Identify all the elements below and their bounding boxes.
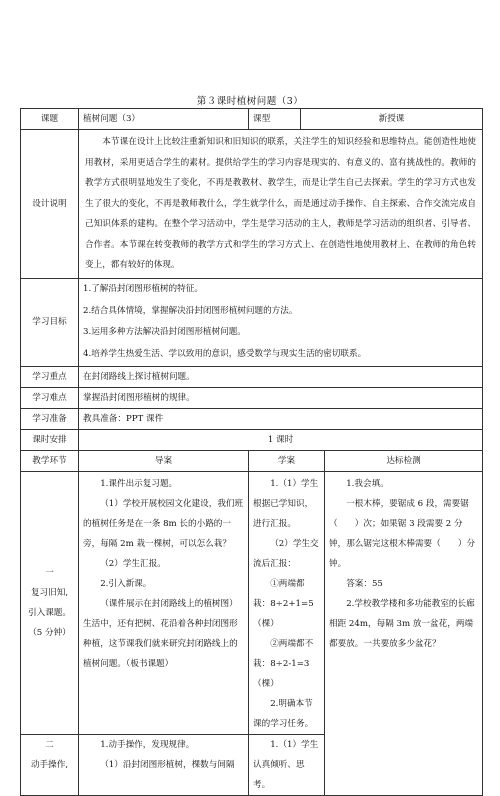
type-value: 新授课: [301, 109, 483, 130]
lesson-plan-table: [20, 108, 483, 796]
difficulty-row: [21, 387, 483, 408]
col-guide: 导案: [79, 450, 249, 471]
stage2-study: 1.（1）学生认真倾听、思考。: [249, 734, 325, 795]
col-check: 达标检测: [325, 450, 483, 471]
prep-row: [21, 408, 483, 429]
goal-item: 4.培养学生热爱生活、学以致用的意识，感受数学与现实生活的密切联系。: [83, 348, 367, 359]
key-label: 学习重点: [21, 366, 79, 387]
stage1-guide: 1.课件出示复习题。 （1）学校开展校园文化建设，我们班的植树任务是在一条 8m 长的小路的一旁，每隔 2m 栽一棵树，可以怎么栽？ （2）学生汇报。 2.引入新课。 （课件展示在封闭路线上的植树图）生活中，还有把树、花沿着各种封闭图形种植，这节课我们就来研究封闭路线上的植树问题。（板书课题）: [79, 471, 249, 734]
prep-text: 教具准备：PPT 课件: [79, 408, 483, 429]
columns-row: [21, 450, 483, 471]
difficulty-label: 学习难点: [21, 387, 79, 408]
goal-item: 1.了解沿封闭图形植树的特征。: [83, 284, 203, 294]
stage1-study: 1.（1）学生根据已学知识，进行汇报。 （2）学生交流后汇报： ①两端都栽：8÷2+1=5（棵） ②两端都不栽：8÷2-1=3（棵） 2.明确本节课的学习任务。: [249, 471, 325, 734]
schedule-row: [21, 429, 483, 450]
col-study: 学案: [249, 450, 325, 471]
topic-value: 植树问题（3）: [79, 109, 249, 130]
page-title: 第３课时植树问题（3）: [196, 96, 304, 107]
design-label: 设计说明: [21, 130, 79, 279]
stage1-row: [21, 471, 483, 734]
type-label: 课型: [249, 109, 301, 130]
key-row: [21, 366, 483, 387]
goals-row: [21, 278, 483, 366]
design-text: 本节课在设计上比较注重新知识和旧知识的联系，关注学生的知识经验和思维特点。能创造性地使用教材，采用更适合学生的素材。提供给学生的学习内容是现实的、有意义的、富有挑战性的。教师的教学方式很明显地发生了变化，不再是教教材、教学生，而是让学生自己去探索。学生的学习方式也发生了很大的变化，不再是教师教什么，学生就学什么，而是通过动手操作、自主探索、合作交流完成自己知识体系的建构。在整个学习活动中，学生是学习活动的主人，教师是学习活动的组织者、引导者、合作者。本节课在转变教师的教学方式和学生的学习方式上、在创造性地使用教材上、在教师的角色转变上，都有较好的体现。: [79, 130, 483, 279]
goal-item: 2.结合具体情境，掌握解决沿封闭图形植树问题的方法。: [83, 305, 298, 316]
prep-label: 学习准备: [21, 408, 79, 429]
difficulty-text: 掌握沿封闭图形植树的规律。: [79, 387, 483, 408]
header-row: [21, 109, 483, 130]
goals-label: 学习目标: [21, 278, 79, 366]
design-row: [21, 130, 483, 279]
col-stage: 教学环节: [21, 450, 79, 471]
key-text: 在封闭路线上探讨植树问题。: [79, 366, 483, 387]
stage2-name: 二 动手操作,: [21, 734, 79, 795]
topic-label: 课题: [21, 109, 79, 130]
schedule-label: 课时安排: [21, 429, 79, 450]
goals-list: [79, 278, 483, 366]
goal-item: 3.运用多种方法解决沿封闭图形植树问题。: [83, 327, 246, 337]
stage1-check: 1.我会填。 一根木棒，要锯成 6 段，需要锯（ ）次；如果锯 3 段需要 2 分钟，那么锯完这根木棒需要（ ）分钟。 答案：55 2.学校教学楼和多功能教室的长廊相距 24m，每隔 3m 放一盆花，两端都要放。一共要放多少盆花？: [325, 471, 483, 795]
stage2-guide: 1.动手操作，发现规律。 （1）沿封闭图形植树，棵数与间隔: [79, 734, 249, 795]
stage1-name: 一 复习旧知, 引入课题。 （5 分钟）: [21, 471, 79, 734]
schedule-text: 1 课时: [79, 429, 483, 450]
